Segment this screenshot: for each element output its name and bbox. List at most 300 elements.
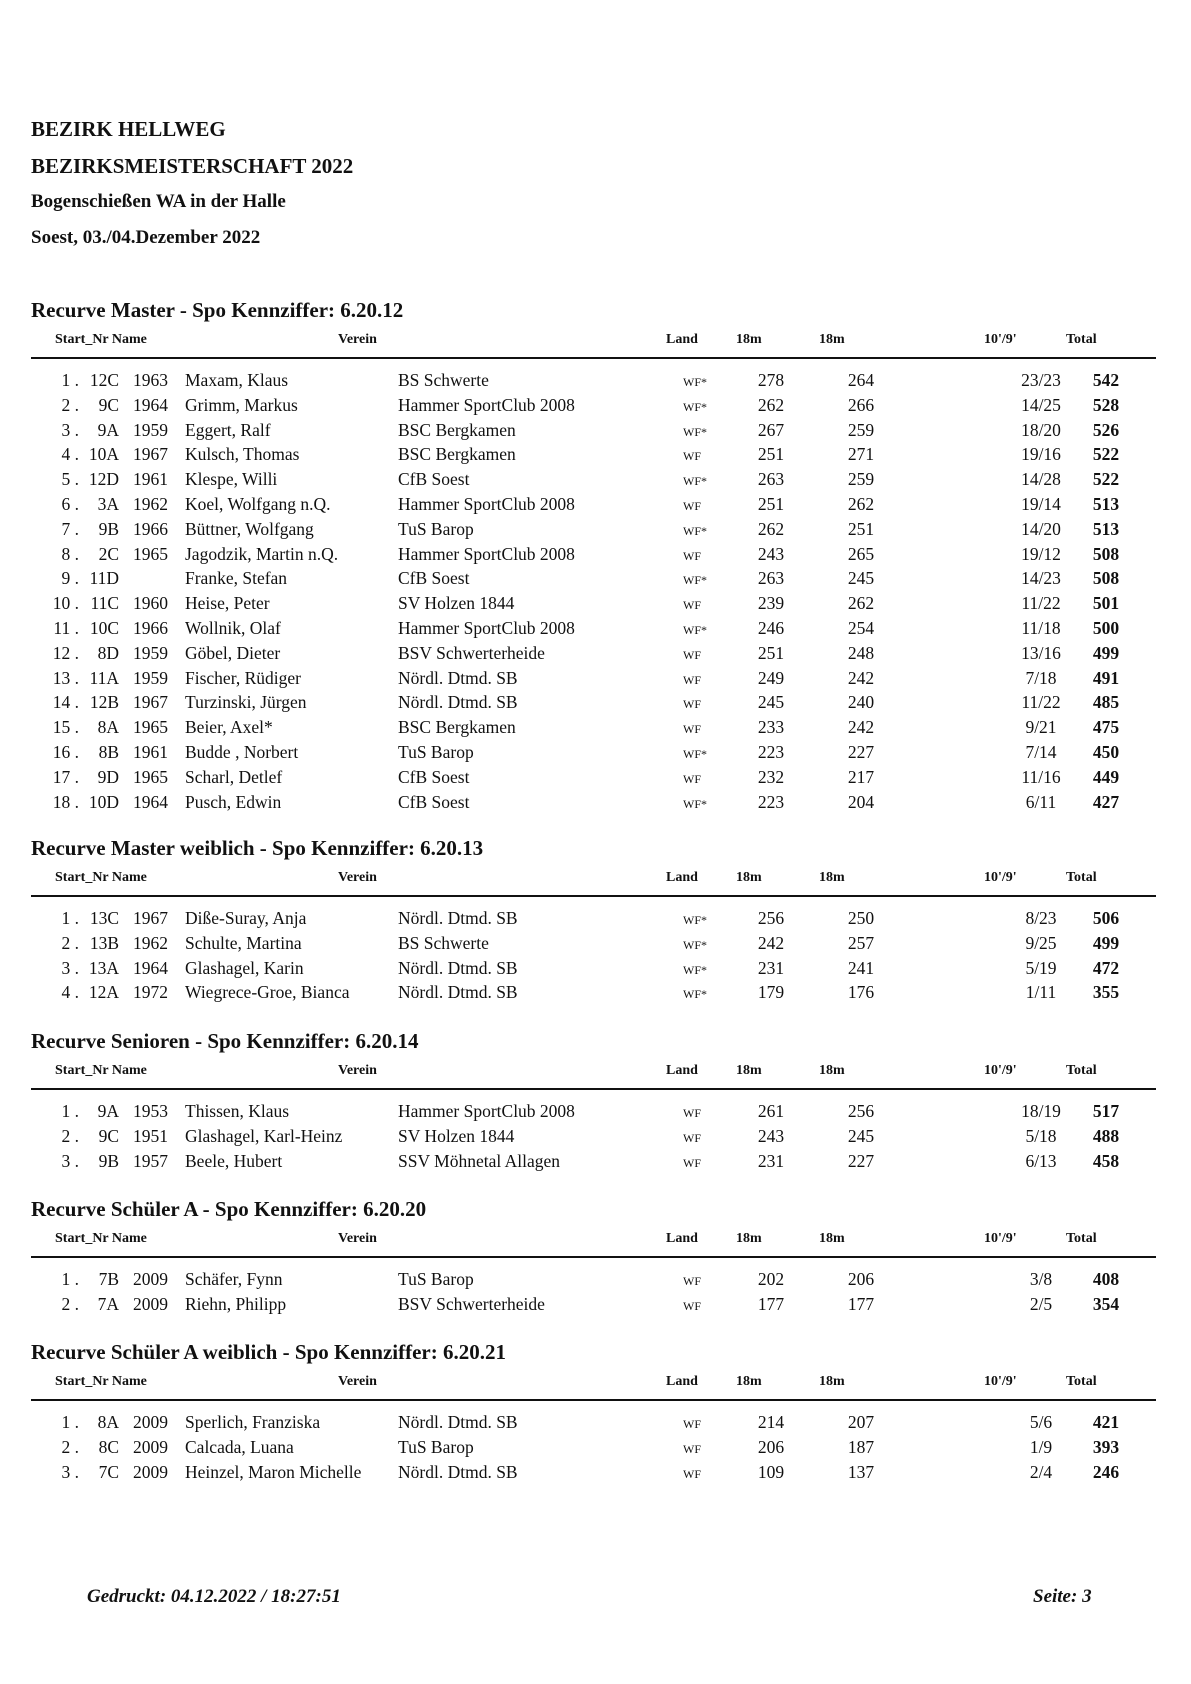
birth-year: 1959 xyxy=(133,667,168,688)
start-number: 7B xyxy=(98,1269,119,1289)
score-round-2: 207 xyxy=(847,1412,875,1432)
start-number: 8B xyxy=(98,741,119,762)
start-number: 9B xyxy=(98,1150,119,1171)
col-18m-second-header: 18m xyxy=(819,1374,845,1389)
birth-year: 1961 xyxy=(133,469,168,490)
col-18m-second-header: 18m xyxy=(819,870,845,885)
tens-nines: 19/14 xyxy=(1021,493,1061,514)
rank: 1 . xyxy=(61,908,79,928)
score-round-2: 271 xyxy=(847,444,875,465)
club-name: CfB Soest xyxy=(398,791,470,812)
table-row xyxy=(31,1267,1156,1292)
table-row xyxy=(31,442,1156,467)
table-row xyxy=(31,765,1156,790)
col-start-name-header: Start_Nr Name xyxy=(55,332,147,347)
club-name: BS Schwerte xyxy=(398,932,489,953)
region-code: WF xyxy=(683,1106,701,1120)
rank: 1 . xyxy=(61,1101,79,1121)
birth-year: 1959 xyxy=(133,642,168,663)
score-round-1: 251 xyxy=(757,444,785,465)
score-round-2: 206 xyxy=(847,1269,875,1289)
tens-nines: 3/8 xyxy=(1029,1269,1053,1289)
rank: 15 . xyxy=(52,717,79,738)
rank: 3 . xyxy=(61,419,79,440)
archer-name: Thissen, Klaus xyxy=(185,1101,290,1121)
start-number: 11A xyxy=(89,667,119,688)
archer-name: Riehn, Philipp xyxy=(185,1293,287,1314)
total-score: 528 xyxy=(1092,394,1120,415)
archer-name: Scharl, Detlef xyxy=(185,766,283,787)
tens-nines: 2/4 xyxy=(1029,1461,1053,1482)
rank: 12 . xyxy=(52,642,79,663)
start-number: 10D xyxy=(88,791,119,812)
club-name: Nördl. Dtmd. SB xyxy=(398,957,518,978)
archer-name: Diße-Suray, Anja xyxy=(185,908,307,928)
section-title: Recurve Senioren - Spo Kennziffer: 6.20.14 xyxy=(31,1029,419,1053)
results-section xyxy=(31,1027,1156,1173)
col-total-header: Total xyxy=(1066,1231,1097,1246)
region-code: WF xyxy=(683,1130,701,1145)
col-total-header: Total xyxy=(1066,1063,1097,1078)
region-code: WF* xyxy=(683,937,707,952)
archer-name: Pusch, Edwin xyxy=(185,791,282,812)
start-number: 12A xyxy=(88,982,119,1003)
table-row xyxy=(31,956,1156,981)
archer-name: Maxam, Klaus xyxy=(185,370,289,390)
score-round-1: 231 xyxy=(757,957,785,978)
table-row xyxy=(31,1292,1156,1317)
score-round-2: 248 xyxy=(847,642,875,663)
header-championship: BEZIRKSMEISTERSCHAFT 2022 xyxy=(31,154,354,178)
score-round-1: 231 xyxy=(757,1150,785,1171)
total-score: 354 xyxy=(1092,1293,1120,1314)
score-round-2: 176 xyxy=(847,982,875,1003)
col-tens-nines-header: 10'/9' xyxy=(984,1063,1017,1078)
start-number: 8A xyxy=(97,1412,119,1432)
tens-nines: 11/22 xyxy=(1021,593,1061,614)
table-row xyxy=(31,715,1156,740)
total-score: 450 xyxy=(1092,741,1120,762)
header-rule xyxy=(31,1399,1156,1401)
results-table xyxy=(31,906,1156,1005)
score-round-1: 223 xyxy=(757,741,785,762)
start-number: 13C xyxy=(89,908,119,928)
header-rule xyxy=(31,357,1156,359)
col-18m-second-header: 18m xyxy=(819,1231,845,1246)
table-row xyxy=(31,641,1156,666)
club-name: Hammer SportClub 2008 xyxy=(398,394,575,415)
archer-name: Beele, Hubert xyxy=(185,1150,283,1171)
rank: 18 . xyxy=(52,791,79,812)
tens-nines: 11/18 xyxy=(1021,617,1061,638)
club-name: CfB Soest xyxy=(398,766,470,787)
table-row xyxy=(31,690,1156,715)
rank: 2 . xyxy=(61,1125,79,1146)
col-verein-header: Verein xyxy=(338,332,377,347)
region-code: WF xyxy=(683,1417,701,1431)
total-score: 522 xyxy=(1092,469,1120,490)
archer-name: Franke, Stefan xyxy=(185,568,288,589)
tens-nines: 5/19 xyxy=(1025,957,1057,978)
total-score: 506 xyxy=(1092,908,1120,928)
start-number: 11C xyxy=(90,593,119,614)
col-verein-header: Verein xyxy=(338,870,377,885)
archer-name: Wiegrece-Groe, Bianca xyxy=(185,982,350,1003)
score-round-1: 214 xyxy=(757,1412,785,1432)
birth-year: 1953 xyxy=(133,1101,168,1121)
score-round-1: 262 xyxy=(757,394,785,415)
table-row xyxy=(31,790,1156,815)
start-number: 11D xyxy=(89,568,119,589)
rank: 2 . xyxy=(61,1293,79,1314)
start-number: 13A xyxy=(88,957,119,978)
col-start-name-header: Start_Nr Name xyxy=(55,1231,147,1246)
club-name: SV Holzen 1844 xyxy=(398,1125,515,1146)
score-round-2: 245 xyxy=(847,1125,875,1146)
archer-name: Heise, Peter xyxy=(185,593,270,614)
score-round-2: 177 xyxy=(847,1293,875,1314)
tens-nines: 13/16 xyxy=(1021,642,1061,663)
total-score: 355 xyxy=(1092,982,1120,1003)
col-tens-nines-header: 10'/9' xyxy=(984,332,1017,347)
results-table xyxy=(31,1267,1156,1317)
score-round-1: 246 xyxy=(757,617,785,638)
start-number: 7C xyxy=(98,1461,119,1482)
archer-name: Calcada, Luana xyxy=(185,1436,294,1457)
birth-year: 1964 xyxy=(133,957,168,978)
score-round-2: 137 xyxy=(847,1461,875,1482)
col-total-header: Total xyxy=(1066,1374,1097,1389)
tens-nines: 14/23 xyxy=(1021,568,1061,589)
score-round-2: 264 xyxy=(847,370,875,390)
tens-nines: 5/18 xyxy=(1025,1125,1057,1146)
total-score: 449 xyxy=(1092,766,1120,787)
score-round-1: 278 xyxy=(757,370,785,390)
column-header-row xyxy=(31,862,1156,892)
section-title: Recurve Schüler A weiblich - Spo Kennziffer: 6.20.21 xyxy=(31,1340,506,1364)
club-name: Nördl. Dtmd. SB xyxy=(398,1461,518,1482)
score-round-2: 217 xyxy=(847,766,875,787)
score-round-1: 267 xyxy=(757,419,785,440)
archer-name: Glashagel, Karin xyxy=(185,957,304,978)
start-number: 9C xyxy=(98,1125,119,1146)
score-round-1: 179 xyxy=(757,982,785,1003)
birth-year: 1962 xyxy=(133,493,168,514)
column-header-row xyxy=(31,1223,1156,1253)
tens-nines: 11/22 xyxy=(1021,692,1061,713)
tens-nines: 8/23 xyxy=(1025,908,1057,928)
col-18m-first-header: 18m xyxy=(736,1231,762,1246)
birth-year: 1961 xyxy=(133,741,168,762)
club-name: BSV Schwerterheide xyxy=(398,1293,545,1314)
score-round-1: 239 xyxy=(757,593,785,614)
col-18m-first-header: 18m xyxy=(736,1063,762,1078)
header-rule xyxy=(31,895,1156,897)
col-18m-second-header: 18m xyxy=(819,1063,845,1078)
start-number: 3A xyxy=(97,493,119,514)
table-row xyxy=(31,740,1156,765)
score-round-2: 227 xyxy=(847,1150,875,1171)
col-tens-nines-header: 10'/9' xyxy=(984,1231,1017,1246)
header-rule xyxy=(31,1256,1156,1258)
archer-name: Schulte, Martina xyxy=(185,932,302,953)
archer-name: Kulsch, Thomas xyxy=(185,444,300,465)
score-round-1: 262 xyxy=(757,518,785,539)
score-round-1: 177 xyxy=(757,1293,785,1314)
score-round-2: 227 xyxy=(847,741,875,762)
tens-nines: 18/19 xyxy=(1021,1101,1061,1121)
table-row xyxy=(31,492,1156,517)
region-code: WF* xyxy=(683,375,707,389)
region-code: WF xyxy=(683,1274,701,1288)
score-round-2: 257 xyxy=(847,932,875,953)
region-code: WF* xyxy=(683,474,707,489)
header-rule xyxy=(31,1088,1156,1090)
score-round-2: 259 xyxy=(847,419,875,440)
rank: 3 . xyxy=(61,957,79,978)
region-code: WF* xyxy=(683,987,707,1002)
region-code: WF xyxy=(683,498,701,513)
score-round-2: 240 xyxy=(847,692,875,713)
score-round-1: 242 xyxy=(757,932,785,953)
total-score: 488 xyxy=(1092,1125,1120,1146)
tens-nines: 5/6 xyxy=(1029,1412,1053,1432)
col-18m-first-header: 18m xyxy=(736,332,762,347)
birth-year: 2009 xyxy=(133,1436,168,1457)
tens-nines: 1/9 xyxy=(1029,1436,1053,1457)
table-row xyxy=(31,517,1156,542)
rank: 2 . xyxy=(61,394,79,415)
rank: 2 . xyxy=(61,1436,79,1457)
results-section xyxy=(31,296,1156,814)
start-number: 8A xyxy=(97,717,119,738)
printed-timestamp: Gedruckt: 04.12.2022 / 18:27:51 xyxy=(87,1586,341,1607)
section-title: Recurve Master - Spo Kennziffer: 6.20.12 xyxy=(31,298,404,322)
score-round-1: 232 xyxy=(757,766,785,787)
section-title: Recurve Schüler A - Spo Kennziffer: 6.20.20 xyxy=(31,1197,427,1221)
table-row xyxy=(31,931,1156,956)
region-code: WF* xyxy=(683,913,707,927)
header-district: BEZIRK HELLWEG xyxy=(31,117,226,141)
rank: 3 . xyxy=(61,1461,79,1482)
club-name: TuS Barop xyxy=(398,518,474,539)
club-name: Nördl. Dtmd. SB xyxy=(398,908,518,928)
table-row xyxy=(31,906,1156,931)
region-code: WF* xyxy=(683,622,707,637)
total-score: 499 xyxy=(1092,642,1120,663)
birth-year: 1965 xyxy=(133,766,168,787)
column-header-row xyxy=(31,1055,1156,1085)
region-code: WF xyxy=(683,598,701,613)
archer-name: Heinzel, Maron Michelle xyxy=(185,1461,362,1482)
header-location-date: Soest, 03./04.Dezember 2022 xyxy=(31,227,261,248)
total-score: 491 xyxy=(1092,667,1120,688)
club-name: Hammer SportClub 2008 xyxy=(398,493,575,514)
col-land-header: Land xyxy=(666,870,698,885)
rank: 14 . xyxy=(52,692,79,713)
table-row xyxy=(31,1410,1156,1435)
section-title: Recurve Master weiblich - Spo Kennziffer: 6.20.13 xyxy=(31,836,484,860)
col-verein-header: Verein xyxy=(338,1063,377,1078)
birth-year: 1967 xyxy=(133,444,168,465)
region-code: WF xyxy=(683,1466,701,1481)
region-code: WF xyxy=(683,722,701,737)
tens-nines: 7/18 xyxy=(1025,667,1057,688)
region-code: WF* xyxy=(683,796,707,811)
birth-year: 1967 xyxy=(133,692,168,713)
birth-year: 1965 xyxy=(133,717,168,738)
score-round-2: 262 xyxy=(847,493,875,514)
rank: 1 . xyxy=(61,370,79,390)
rank: 9 . xyxy=(61,568,79,589)
table-row xyxy=(31,1460,1156,1485)
club-name: BSC Bergkamen xyxy=(398,717,516,738)
region-code: WF* xyxy=(683,573,707,588)
start-number: 9A xyxy=(97,419,119,440)
tens-nines: 14/25 xyxy=(1021,394,1061,415)
score-round-1: 233 xyxy=(757,717,785,738)
score-round-1: 261 xyxy=(757,1101,785,1121)
rank: 16 . xyxy=(52,741,79,762)
score-round-1: 202 xyxy=(757,1269,785,1289)
birth-year: 1959 xyxy=(133,419,168,440)
birth-year: 1951 xyxy=(133,1125,168,1146)
score-round-2: 241 xyxy=(847,957,875,978)
rank: 8 . xyxy=(61,543,79,564)
club-name: BS Schwerte xyxy=(398,370,489,390)
results-table xyxy=(31,1099,1156,1173)
score-round-1: 263 xyxy=(757,469,785,490)
birth-year: 1964 xyxy=(133,394,168,415)
birth-year: 1963 xyxy=(133,370,168,390)
birth-year: 1960 xyxy=(133,593,168,614)
results-table xyxy=(31,368,1156,814)
total-score: 513 xyxy=(1092,493,1120,514)
region-code: WF* xyxy=(683,962,707,977)
birth-year: 1957 xyxy=(133,1150,168,1171)
archer-name: Sperlich, Franziska xyxy=(185,1412,321,1432)
total-score: 475 xyxy=(1092,717,1120,738)
score-round-2: 245 xyxy=(847,568,875,589)
col-tens-nines-header: 10'/9' xyxy=(984,1374,1017,1389)
club-name: Nördl. Dtmd. SB xyxy=(398,692,518,713)
birth-year: 1966 xyxy=(133,617,168,638)
archer-name: Budde , Norbert xyxy=(185,741,299,762)
start-number: 9C xyxy=(98,394,119,415)
score-round-2: 262 xyxy=(847,593,875,614)
start-number: 9A xyxy=(97,1101,119,1121)
tens-nines: 23/23 xyxy=(1021,370,1061,390)
region-code: WF* xyxy=(683,424,707,439)
birth-year: 2009 xyxy=(133,1269,168,1289)
col-verein-header: Verein xyxy=(338,1231,377,1246)
score-round-2: 204 xyxy=(847,791,875,812)
archer-name: Wollnik, Olaf xyxy=(185,617,281,638)
score-round-1: 206 xyxy=(757,1436,785,1457)
club-name: Hammer SportClub 2008 xyxy=(398,617,575,638)
table-row xyxy=(31,368,1156,393)
rank: 2 . xyxy=(61,932,79,953)
tens-nines: 7/14 xyxy=(1025,741,1057,762)
score-round-1: 245 xyxy=(757,692,785,713)
total-score: 393 xyxy=(1092,1436,1120,1457)
score-round-1: 251 xyxy=(757,642,785,663)
column-header-row xyxy=(31,1366,1156,1396)
table-row xyxy=(31,980,1156,1005)
total-score: 517 xyxy=(1092,1101,1120,1121)
score-round-2: 242 xyxy=(847,667,875,688)
col-tens-nines-header: 10'/9' xyxy=(984,870,1017,885)
total-score: 485 xyxy=(1092,692,1120,713)
rank: 1 . xyxy=(61,1412,79,1432)
club-name: TuS Barop xyxy=(398,741,474,762)
results-section xyxy=(31,1338,1156,1484)
start-number: 12C xyxy=(89,370,119,390)
birth-year: 1972 xyxy=(133,982,168,1003)
start-number: 8D xyxy=(97,642,119,663)
results-section xyxy=(31,834,1156,1005)
archer-name: Göbel, Dieter xyxy=(185,642,281,663)
birth-year: 2009 xyxy=(133,1293,168,1314)
total-score: 542 xyxy=(1092,370,1120,390)
region-code: WF xyxy=(683,548,701,563)
score-round-1: 256 xyxy=(757,908,785,928)
total-score: 408 xyxy=(1092,1269,1120,1289)
start-number: 13B xyxy=(89,932,119,953)
tens-nines: 19/12 xyxy=(1021,543,1061,564)
total-score: 246 xyxy=(1092,1461,1120,1482)
archer-name: Büttner, Wolfgang xyxy=(185,518,314,539)
total-score: 427 xyxy=(1092,791,1120,812)
club-name: CfB Soest xyxy=(398,568,470,589)
page-number: Seite: 3 xyxy=(1033,1586,1092,1607)
total-score: 421 xyxy=(1092,1412,1120,1432)
region-code: WF* xyxy=(683,399,707,414)
start-number: 12B xyxy=(89,692,119,713)
club-name: Nördl. Dtmd. SB xyxy=(398,1412,518,1432)
rank: 17 . xyxy=(52,766,79,787)
tens-nines: 2/5 xyxy=(1029,1293,1053,1314)
table-row xyxy=(31,566,1156,591)
archer-name: Glashagel, Karl-Heinz xyxy=(185,1125,343,1146)
archer-name: Jagodzik, Martin n.Q. xyxy=(185,543,339,564)
club-name: Hammer SportClub 2008 xyxy=(398,543,575,564)
table-row xyxy=(31,591,1156,616)
total-score: 472 xyxy=(1092,957,1120,978)
start-number: 8C xyxy=(98,1436,119,1457)
region-code: WF xyxy=(683,1441,701,1456)
region-code: WF* xyxy=(683,746,707,761)
table-row xyxy=(31,616,1156,641)
rank: 7 . xyxy=(61,518,79,539)
score-round-1: 109 xyxy=(757,1461,785,1482)
tens-nines: 19/16 xyxy=(1021,444,1061,465)
header-discipline: Bogenschießen WA in der Halle xyxy=(31,191,286,212)
rank: 1 . xyxy=(61,1269,79,1289)
birth-year: 1966 xyxy=(133,518,168,539)
total-score: 513 xyxy=(1092,518,1120,539)
score-round-1: 223 xyxy=(757,791,785,812)
birth-year: 1965 xyxy=(133,543,168,564)
score-round-2: 251 xyxy=(847,518,875,539)
region-code: WF xyxy=(683,647,701,662)
total-score: 500 xyxy=(1092,617,1120,638)
archer-name: Klespe, Willi xyxy=(185,469,278,490)
col-land-header: Land xyxy=(666,1063,698,1078)
table-row xyxy=(31,467,1156,492)
archer-name: Eggert, Ralf xyxy=(185,419,271,440)
start-number: 10A xyxy=(88,444,119,465)
